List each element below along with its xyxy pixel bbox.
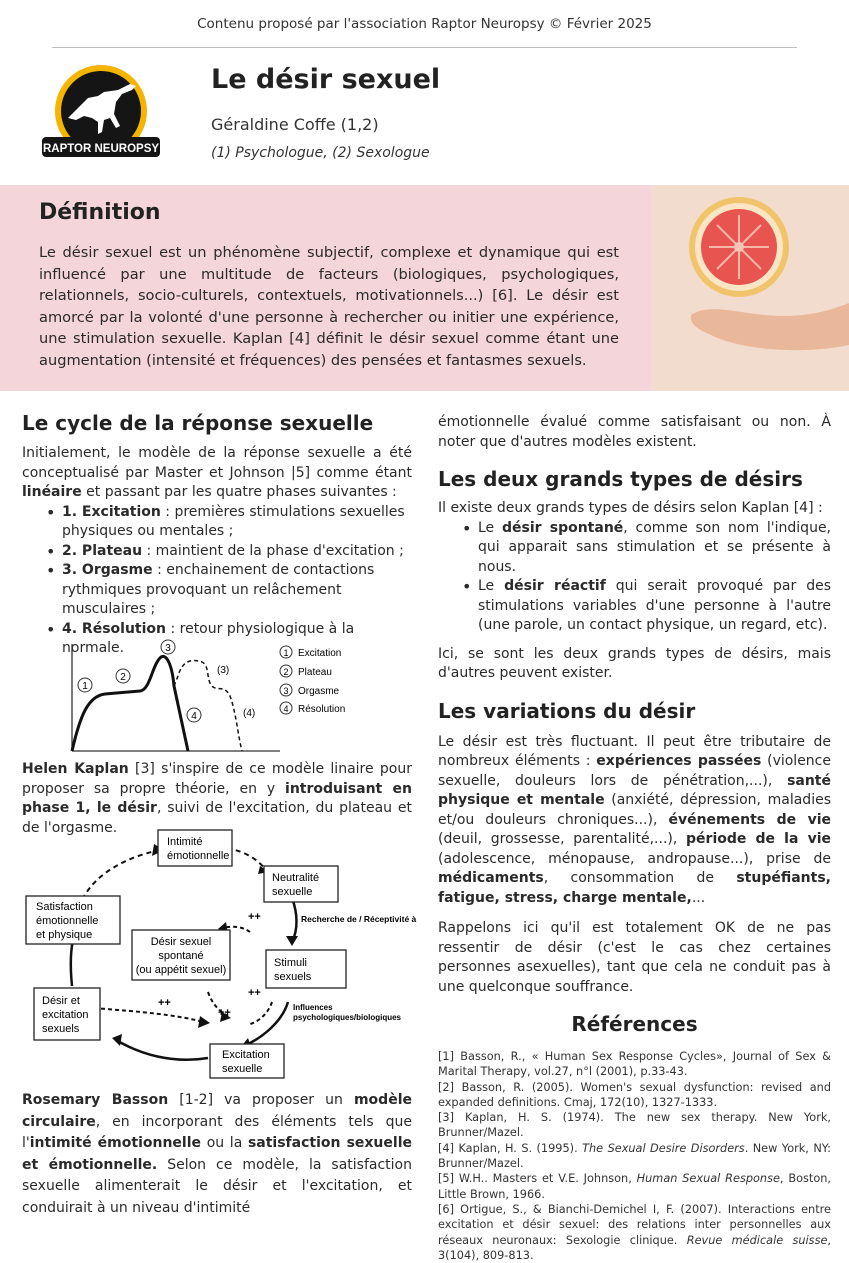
definition-heading: Définition — [39, 200, 161, 225]
linear-response-diagram — [60, 636, 380, 754]
svg-text:3: 3 — [283, 686, 289, 696]
legend-excitation: Excitation — [298, 648, 342, 659]
references-list — [438, 1049, 831, 1263]
reference-item: [2] Basson, R. (2005). Women's sexual dysfunction: revised and expanded definitions. Cmaj, 172(10), 1327-1333. — [438, 1080, 831, 1109]
svg-text:4: 4 — [283, 704, 289, 714]
legend-resolution: Résolution — [298, 704, 346, 715]
node-neutralite-line2: sexuelle — [272, 886, 313, 898]
cycle-heading: Le cycle de la réponse sexuelle — [22, 411, 374, 435]
raptor-neuropsy-logo — [38, 64, 164, 168]
right-column — [438, 413, 831, 1263]
plus-label: ++ — [248, 987, 261, 999]
node-neutralite-line1: Neutralité — [272, 872, 320, 884]
legend-orgasme: Orgasme — [298, 686, 340, 697]
definition-text: Le désir sexuel est un phénomène subjectif, complexe et dynamique qui est influencé par une multitude de facteurs (biologiques, psychologiques, relationnels, socio-culturels, contextuels, motivationnels...) [6]. Le désir est amorcé par la volonté d'une personne à rechercher ou initier une expérience, une stimulation sexuelle. Kaplan [4] définit le désir sexuel comme étant une augmentation (intensité et fréquences) des pensées et fantasmes sexuels. — [39, 244, 619, 369]
node-desir-line2: excitation — [42, 1009, 89, 1021]
influences-label-line2: psychologiques/biologiques — [293, 1013, 402, 1022]
variations-heading: Les variations du désir — [438, 698, 696, 723]
svg-text:2: 2 — [283, 667, 289, 677]
article-author: Géraldine Coffe (1,2) — [211, 115, 379, 134]
reference-item: [4] Kaplan, H. S. (1995). The Sexual Desire Disorders. New York, NY: Brunner/Mazel. — [438, 1141, 831, 1171]
list-item: • Le désir spontané, comme son nom l'indique, qui apparait sans stimulation et se présente à nous. — [462, 519, 831, 578]
references-heading: Références — [571, 1012, 698, 1036]
node-satisfaction-line3: et physique — [36, 929, 93, 941]
curve-label-4: (4) — [243, 708, 256, 719]
circular-model-diagram — [22, 826, 417, 1082]
header-divider — [52, 47, 797, 48]
types-intro: Il existe deux grands types de désirs selon Kaplan [4] : — [438, 500, 823, 516]
node-spontane-line2: spontané — [158, 950, 204, 962]
list-item: • 4. Résolution : retour physiologique à la normale. — [46, 620, 412, 659]
reference-item: [5] W.H.. Masters et V.E. Johnson, Human Sexual Response, Boston, Little Brown, 1966. — [438, 1172, 831, 1201]
influences-label-line1: Influences — [293, 1003, 333, 1012]
node-satisfaction-line2: émotionnelle — [36, 915, 99, 927]
node-intimite-line2: émotionnelle — [167, 850, 230, 862]
node-excitation-line1: Excitation — [222, 1049, 270, 1061]
node-spontane-line3: (ou appétit sexuel) — [135, 964, 227, 976]
list-item: • 1. Excitation : premières stimulations sexuelles physiques ou mentales ; — [46, 503, 412, 542]
variations-paragraph: Le désir est très fluctuant. Il peut être tributaire de nombreux éléments : expériences passées (violence sexuelle, douleurs lors de pénétration,...), santé physique et mentale (anxiété, dépression, maladies et/ou douleurs chroniques...), événements de vie (deuil, grossesse, parentalité,...), période de la vie (adolescence, ménopause, andropause...), prise de médicaments, consommation de stupéfiants, fatigue, stress, charge mentale,... — [438, 733, 831, 906]
plus-label: ++ — [158, 997, 171, 1009]
curve-label-3: (3) — [217, 665, 230, 676]
node-satisfaction-line1: Satisfaction — [36, 901, 93, 913]
node-spontane-line1: Désir sexuel — [150, 936, 212, 948]
recherche-label: Recherche de / Réceptivité à — [301, 914, 417, 924]
reference-item: [1] Basson, R., « Human Sex Response Cycles», Journal of Sex & Marital Therapy, vol.27, n°l (2001), p.33-43. — [438, 1050, 831, 1079]
variations-ok-paragraph: Rappelons ici qu'il est totalement OK de ne pas ressentir de désir (c'est le cas chez certaines personnes asexuelles), tant que cela ne conduit pas à une quelconque souffrance. — [438, 920, 831, 995]
node-excitation-line2: sexuelle — [222, 1063, 263, 1075]
cycle-intro: Initialement, le modèle de la réponse sexuelle a été conceptualisé par Master et Johnson |5] comme étant linéaire et passant par les quatre phases suivantes : — [22, 445, 412, 500]
plus-label: ++ — [248, 911, 261, 923]
list-item: • 2. Plateau : maintient de la phase d'excitation ; — [46, 542, 412, 562]
marker-2: 2 — [120, 672, 126, 683]
marker-1: 1 — [82, 681, 88, 692]
basson-paragraph: Rosemary Basson [1-2] va proposer un modèle circulaire, en incorporant des éléments tels que l'intimité émotionnelle ou la satisfaction sexuelle et émotionnelle. Selon ce modèle, la satisfaction sexuelle alimenterait le désir et l'excitation, et conduirait à un niveau d'intimité — [22, 1092, 412, 1216]
marker-4: 4 — [191, 711, 197, 722]
types-heading: Les deux grands types de désirs — [438, 467, 803, 491]
kaplan-paragraph: Helen Kaplan [3] s'inspire de ce modèle linaire pour proposer sa propre théorie, en y introduisant en phase 1, le désir, suivi de l'excitation, du plateau et de l'orgasme. — [22, 761, 413, 836]
types-outro: Ici, se sont les deux grands types de désirs, mais d'autres peuvent exister. — [438, 645, 831, 681]
article-title: Le désir sexuel — [211, 64, 441, 95]
list-item: • Le désir réactif qui serait provoqué par des stimulations variables d'une personne à l'autre (une parole, un contact physique, un regard, etc). — [462, 577, 831, 636]
list-item: • 3. Orgasme : enchainement de contactions rythmiques provoquant un relâchement musculaires ; — [46, 561, 412, 620]
svg-text:1: 1 — [283, 648, 289, 658]
reference-item: [6] Ortigue, S., & Bianchi-Demichel I, F. (2007). Interactions entre excitation et désir sexuel: des relations inter personnelles aux réseaux neuronaux: Sexologie clinique. Revue médicale suisse, 3(104), 809-813. — [438, 1202, 831, 1262]
node-stimuli-line1: Stimuli — [274, 957, 308, 969]
types-list — [438, 519, 831, 636]
node-stimuli-line2: sexuels — [274, 971, 312, 983]
grapefruit-photo — [651, 185, 849, 391]
author-affiliation: (1) Psychologue, (2) Sexologue — [211, 145, 430, 161]
node-intimite-line1: Intimité — [167, 836, 203, 848]
association-credit: Contenu proposé par l'association Raptor Neuropsy © Février 2025 — [197, 16, 652, 32]
plus-label: ++ — [218, 1007, 231, 1019]
legend-plateau: Plateau — [298, 667, 332, 678]
left-column — [22, 410, 412, 659]
node-desir-line3: sexuels — [42, 1023, 80, 1035]
marker-3: 3 — [165, 643, 171, 654]
cycle-continued: émotionnelle évalué comme satisfaisant ou non. À noter que d'autres modèles existent. — [438, 414, 831, 450]
reference-item: [3] Kaplan, H. S. (1974). The new sex therapy. New York, Brunner/Mazel. — [438, 1111, 831, 1140]
node-desir-line1: Désir et — [42, 995, 80, 1007]
logo-text: RAPTOR NEUROPSY — [42, 143, 160, 155]
